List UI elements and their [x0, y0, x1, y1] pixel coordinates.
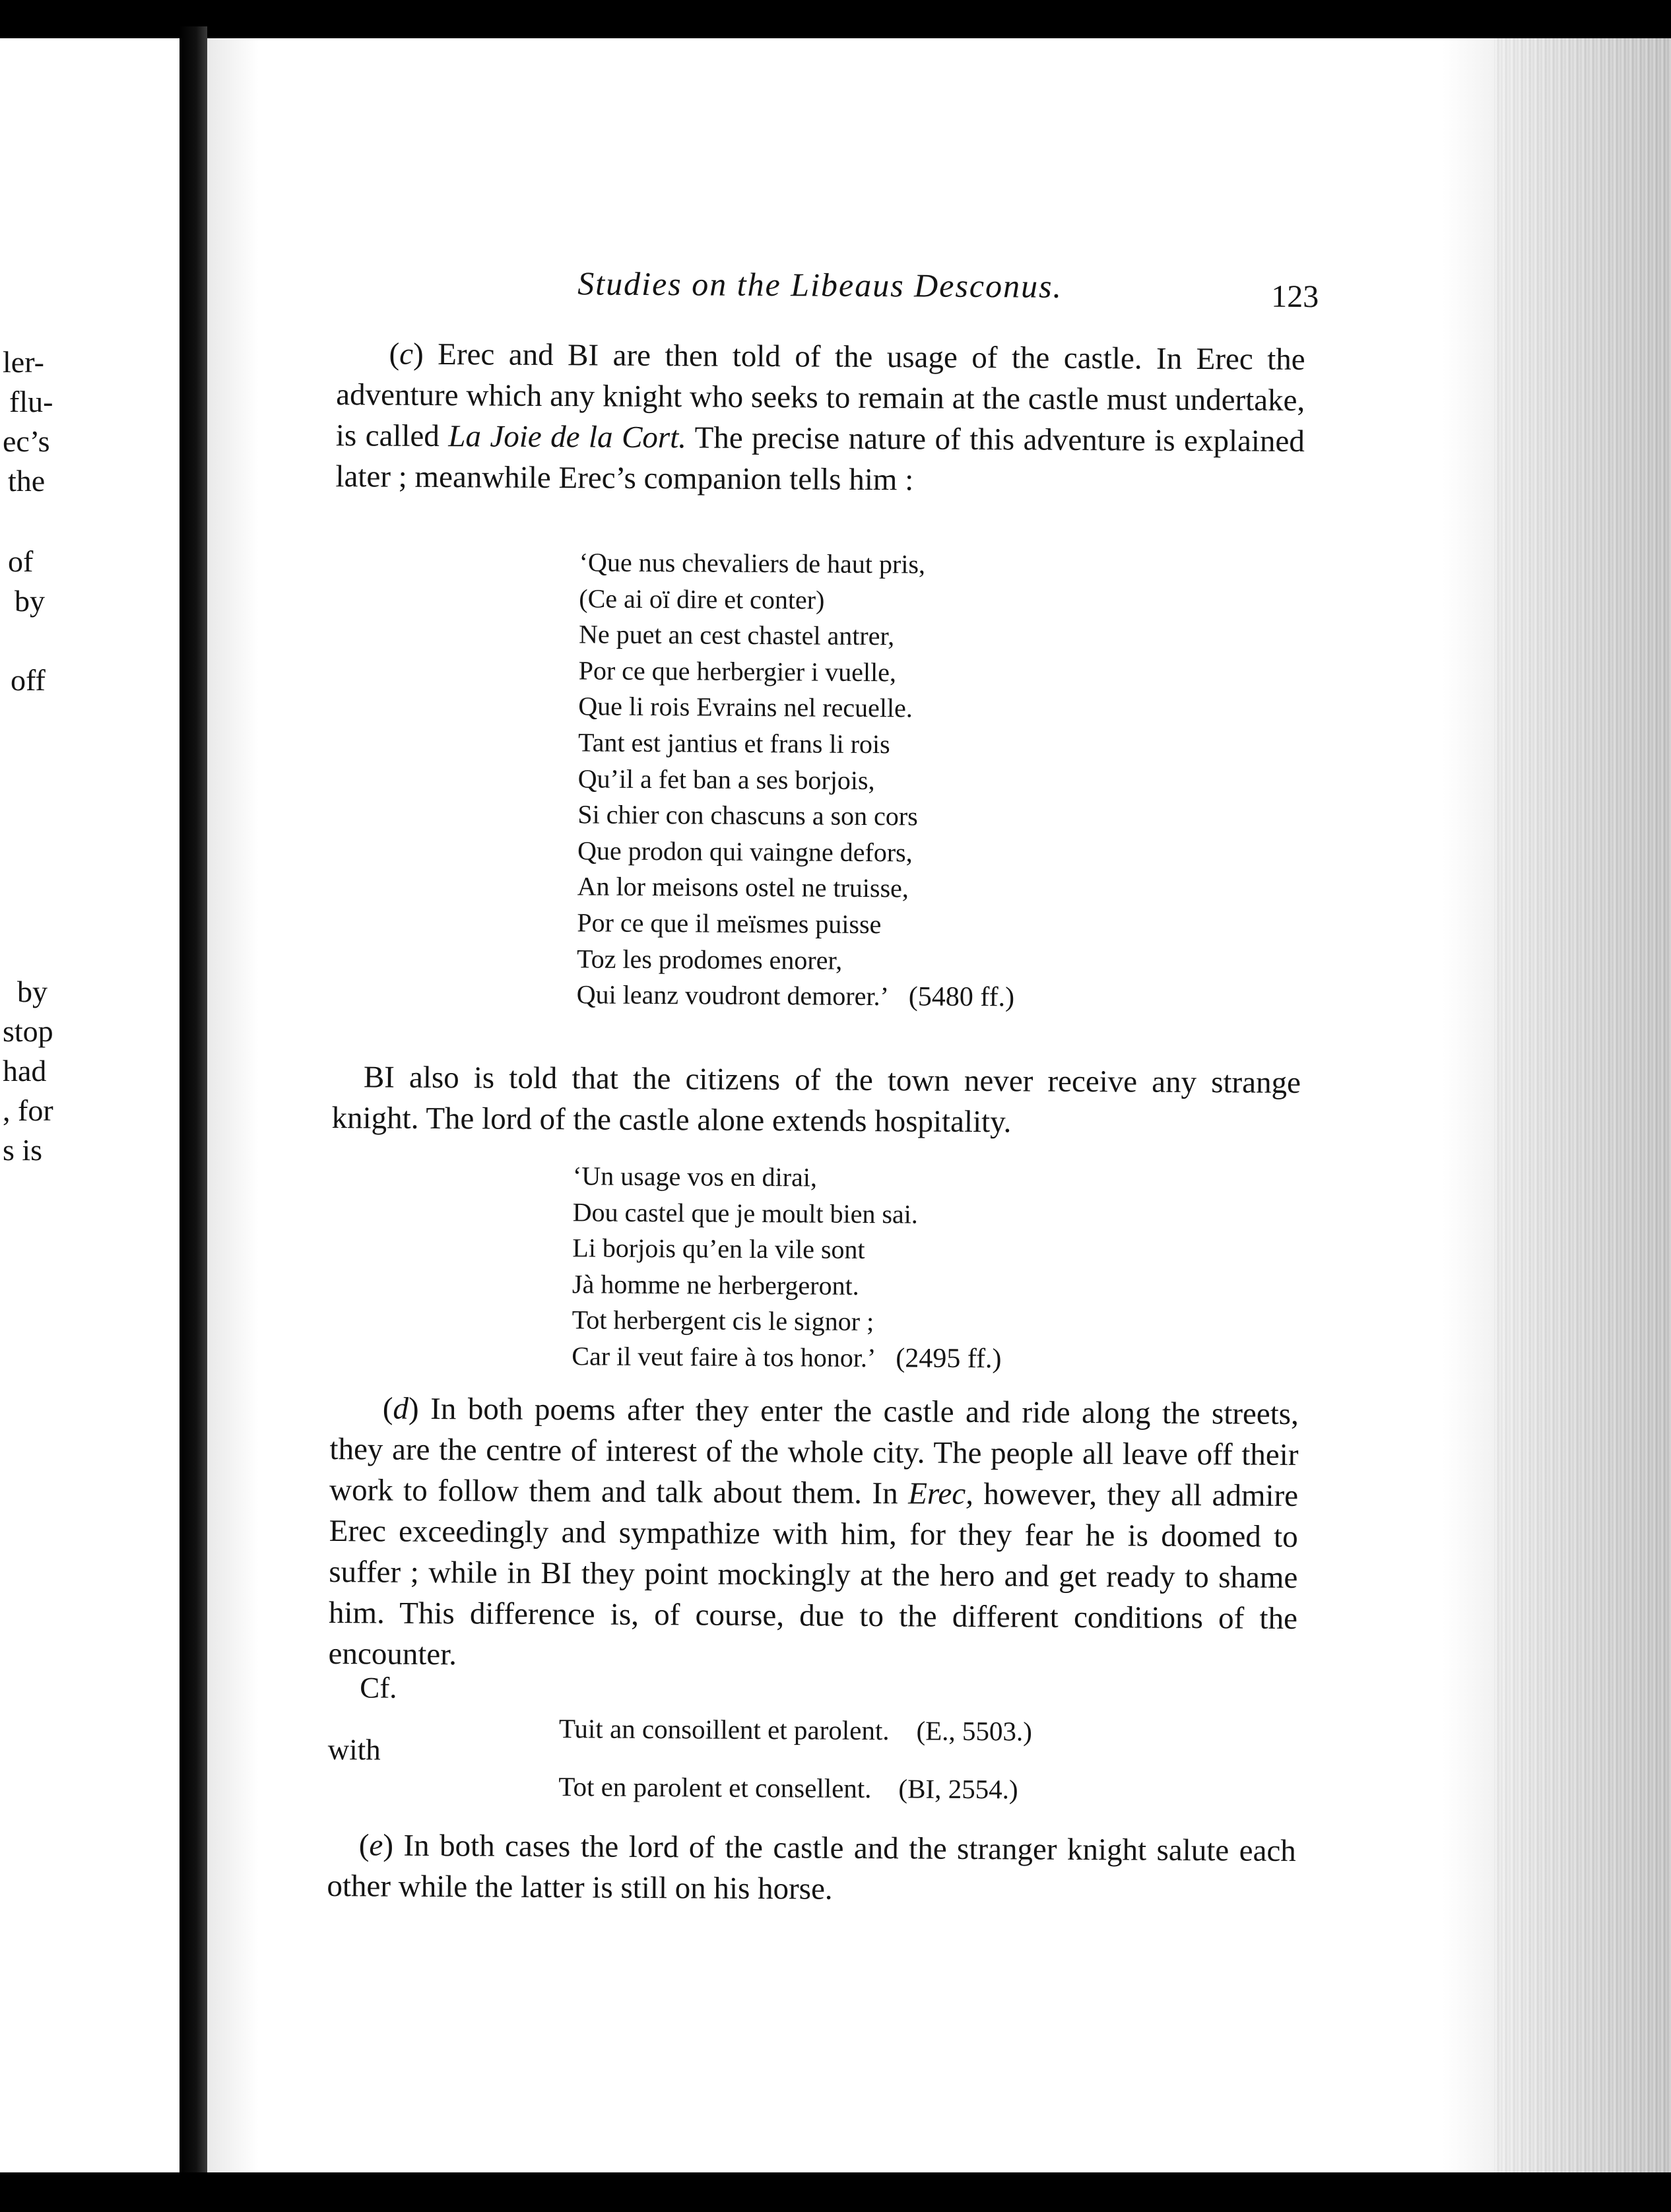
verse-line: Que li rois Evrains nel recuelle.	[578, 691, 913, 723]
verse-quote-bi	[572, 1158, 1002, 1377]
verse-line: Dou castel que je moult bien sai.	[572, 1196, 919, 1229]
verse-line: (Ce ai oï dire et conter)	[579, 583, 825, 615]
paragraph-c: (c) Erec and BI are then told of the usage of the castle. In Erec the adventure which any knight who seeks to remain at the castle must undertake, is called La Joie de la Cort. The precise nature of this adventure is explained later ; meanwhile Erec’s companion tells him :	[335, 337, 1305, 498]
verse-reference: (2495 ff.)	[896, 1343, 1002, 1375]
left-page-fragment: the	[8, 464, 46, 498]
verse-line: Car il veut faire à tos honor.’ (2495 ff.)	[572, 1341, 1002, 1375]
scan-frame-top	[0, 0, 1671, 38]
left-page-fragment: flu-	[9, 385, 53, 418]
verse-line: An lor meisons ostel ne truisse,	[577, 871, 909, 903]
left-page-fragment: ec’s	[3, 424, 50, 458]
left-page-fragment: by	[15, 584, 45, 618]
paragraph-d: (d) In both poems after they enter the castle and ride along the streets, they are the centre of interest of the whole city. The people all leave off their work to follow them and talk about them. In Erec, however, they all admire Erec exceedingly and sympathize with him, for they fear he is doomed to suffer ; while in BI they point mockingly at the hero and get ready to shame him. This difference is, of course, due to the different conditions of the encounter.	[328, 1391, 1299, 1672]
verse-line: Por ce que il meïsmes puisse	[577, 907, 882, 940]
verse-line: Jà homme ne herbergeront.	[572, 1269, 859, 1301]
scan-frame-bottom	[0, 2172, 1671, 2212]
paragraph-bi: BI also is told that the citizens of the town never receive any strange knight. The lord of the castle alone extends hospitality.	[331, 1060, 1301, 1140]
verse-line: Qui leanz voudront demorer.’ (5480 ff.)	[576, 979, 1015, 1013]
verse-line: ‘Que nus chevaliers de haut pris,	[579, 547, 926, 579]
verse-line: Que prodon qui vaingne defors,	[577, 835, 913, 868]
left-page-fragment: had	[3, 1054, 47, 1088]
left-page-fragment: stop	[3, 1014, 53, 1048]
verse-line: Tant est jantius et frans li rois	[577, 727, 890, 760]
verse-line: Li borjois qu’en la vile sont	[572, 1233, 865, 1265]
left-page-fragment: by	[17, 975, 48, 1008]
paragraph-e: (e) In both cases the lord of the castle and the stranger knight salute each other while the latter is still on his horse.	[327, 1828, 1296, 1906]
with-label: with	[327, 1733, 381, 1767]
left-page-fragment: ler-	[3, 345, 44, 379]
comparison-line-bi: Tot en parolent et consellent. (BI, 2554.)	[558, 1771, 1018, 1805]
page-edges-stack	[1494, 38, 1671, 2172]
left-page-fragment: off	[11, 663, 46, 697]
verse-line: Por ce que herbergier i vuelle,	[578, 655, 897, 688]
verse-line: Qu’il a fet ban a ses borjois,	[577, 763, 875, 795]
book-page	[207, 38, 1494, 2172]
left-page-edge	[0, 38, 180, 2172]
page-content	[200, 34, 1500, 2176]
verse-quote-erec	[577, 544, 1018, 1016]
cf-label: Cf.	[360, 1671, 397, 1705]
comparison-line-erec: Tuit an consoillent et parolent. (E., 5503.)	[558, 1713, 1033, 1747]
comparison-reference: (BI, 2554.)	[898, 1773, 1018, 1805]
verse-line: Si chier con chascuns a son cors	[577, 799, 918, 831]
verse-line: Ne puet an cest chastel antrer,	[578, 619, 895, 651]
comparison-reference: (E., 5503.)	[916, 1715, 1033, 1747]
running-head: Studies on the Libeaus Desconus.	[577, 265, 1063, 305]
left-page-fragment: s is	[3, 1133, 43, 1167]
verse-line: ‘Un usage vos en dirai,	[572, 1161, 818, 1192]
left-page-fragment: , for	[3, 1093, 53, 1127]
page-number: 123	[1271, 278, 1319, 315]
verse-line: Tot herbergent cis le signor ;	[572, 1305, 874, 1337]
verse-reference: (5480 ff.)	[908, 981, 1015, 1013]
left-page-fragment: of	[8, 544, 34, 578]
verse-line: Toz les prodomes enorer,	[576, 943, 843, 975]
